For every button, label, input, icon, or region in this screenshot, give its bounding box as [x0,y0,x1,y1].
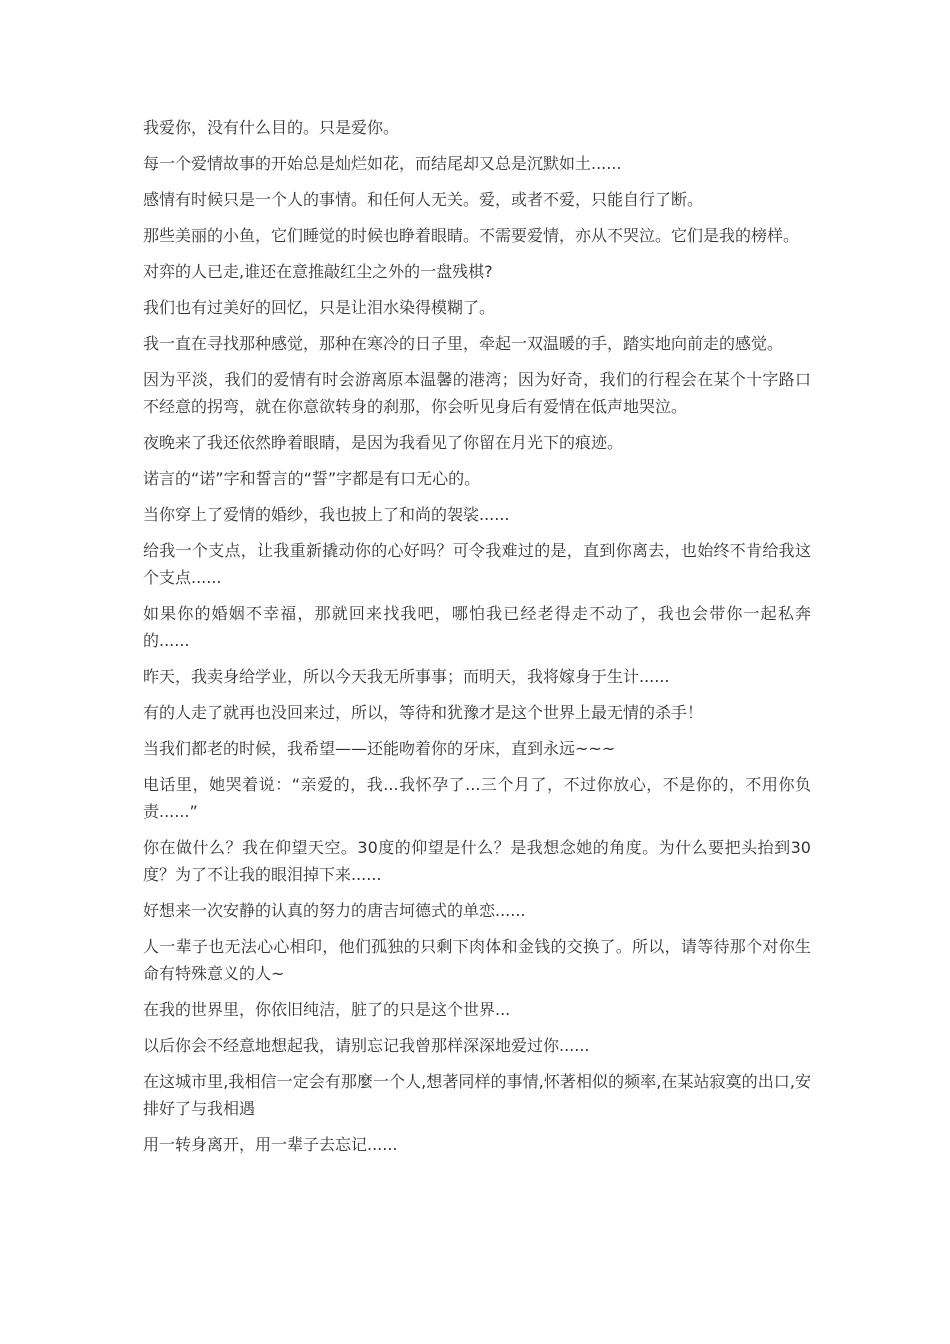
paragraph: 如果你的婚姻不幸福，那就回来找我吧，哪怕我已经老得走不动了，我也会带你一起私奔的...... [143,604,811,650]
paragraph: 感情有时候只是一个人的事情。和任何人无关。爱，或者不爱，只能自行了断。 [143,190,704,209]
paragraph: 用一转身离开，用一辈子去忘记...... [143,1135,398,1154]
paragraph: 昨天，我卖身给学业，所以今天我无所事事；而明天，我将嫁身于生计...... [143,667,670,686]
paragraph: 在我的世界里，你依旧纯洁，脏了的只是这个世界... [143,1000,511,1019]
paragraph: 给我一个支点，让我重新撬动你的心好吗？可令我难过的是，直到你离去，也始终不肯给我这个支点...... [143,541,811,587]
paragraph: 电话里，她哭着说：“亲爱的，我...我怀孕了...三个月了，不过你放心，不是你的，不用你负责......” [143,775,811,821]
paragraph: 那些美丽的小鱼，它们睡觉的时候也睁着眼睛。不需要爱情，亦从不哭泣。它们是我的榜样。 [143,226,800,245]
paragraph: 当你穿上了爱情的婚纱，我也披上了和尚的袈裟...... [143,505,510,524]
paragraph: 我爱你，没有什么目的。只是爱你。 [143,118,400,137]
paragraph: 以后你会不经意地想起我，请别忘记我曾那样深深地爱过你...... [143,1036,590,1055]
paragraph: 我一直在寻找那种感觉，那种在寒冷的日子里，牵起一双温暖的手，踏实地向前走的感觉。 [143,334,784,353]
paragraph: 我们也有过美好的回忆，只是让泪水染得模糊了。 [143,298,496,317]
paragraph: 你在做什么？我在仰望天空。30度的仰望是什么？是我想念她的角度。为什么要把头抬到30度？为了不让我的眼泪掉下来...... [143,838,811,884]
paragraph: 因为平淡，我们的爱情有时会游离原本温馨的港湾；因为好奇，我们的行程会在某个十字路口不经意的拐弯，就在你意欲转身的刹那，你会听见身后有爱情在低声地哭泣。 [143,370,811,416]
paragraph: 人一辈子也无法心心相印，他们孤独的只剩下肉体和金钱的交换了。所以，请等待那个对你生命有特殊意义的人~ [143,937,811,983]
paragraph: 有的人走了就再也没回来过，所以，等待和犹豫才是这个世界上最无情的杀手！ [143,703,704,722]
document-body [143,114,811,1167]
paragraph: 当我们都老的时候，我希望——还能吻着你的牙床，直到永远~~~ [143,739,616,758]
paragraph: 在这城市里,我相信一定会有那麼一个人,想著同样的事情,怀著相似的频率,在某站寂寞的出口,安排好了与我相遇 [143,1072,811,1118]
paragraph: 对弈的人已走,谁还在意推敲红尘之外的一盘残棋? [143,262,493,281]
paragraph: 夜晚来了我还依然睁着眼睛，是因为我看见了你留在月光下的痕迹。 [143,433,624,452]
paragraph: 好想来一次安静的认真的努力的唐吉坷德式的单恋...... [143,901,526,920]
paragraph: 每一个爱情故事的开始总是灿烂如花，而结尾却又总是沉默如土...... [143,154,622,173]
paragraph: 诺言的“诺”字和誓言的“誓”字都是有口无心的。 [143,469,481,488]
